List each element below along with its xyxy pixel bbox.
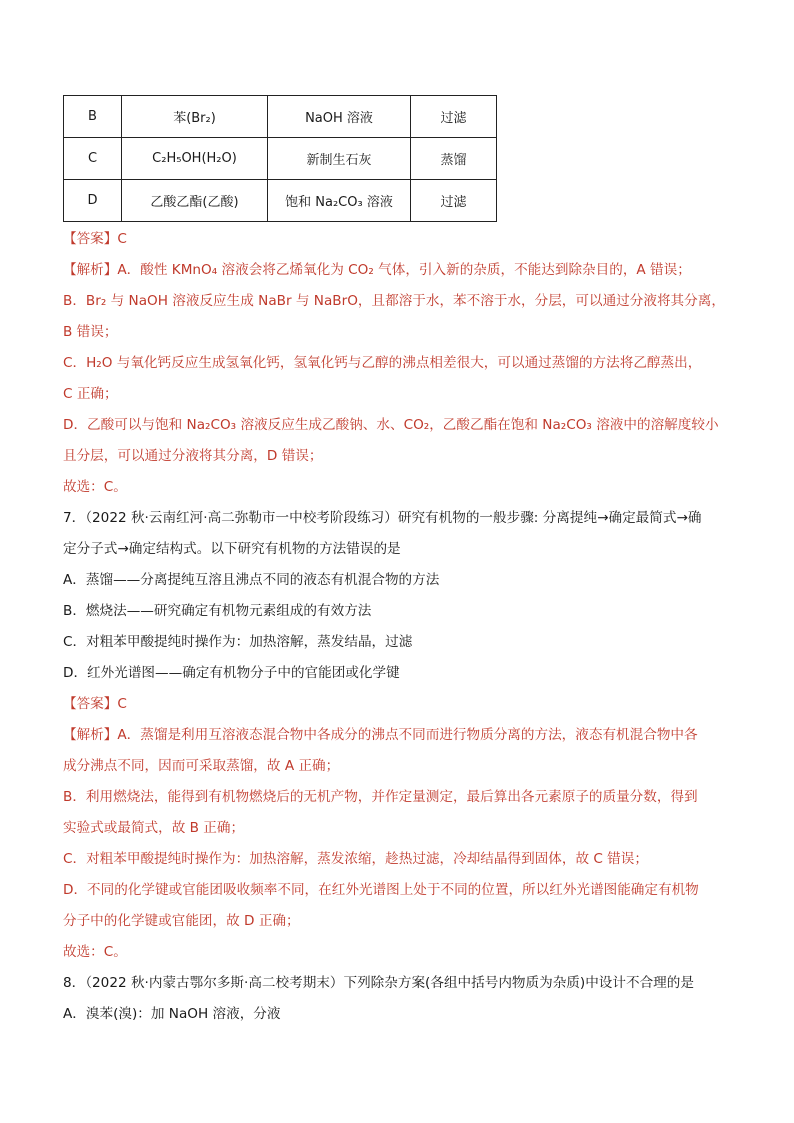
row-substance: 乙酸乙酯(乙酸) — [122, 180, 268, 222]
table-row — [64, 180, 497, 222]
row-substance: C₂H₅OH(H₂O) — [122, 138, 268, 180]
table-row — [64, 138, 497, 180]
row-method: 过滤 — [411, 96, 497, 138]
q6-analysis-line: C 正确； — [63, 386, 118, 402]
q7-option-b: B．燃烧法——研究确定有机物元素组成的有效方法 — [63, 603, 372, 619]
q8-option-a: A．溴苯(溴)：加 NaOH 溶液，分液 — [63, 1006, 281, 1022]
row-reagent: NaOH 溶液 — [268, 96, 411, 138]
row-reagent: 新制生石灰 — [268, 138, 411, 180]
q6-answer: 【答案】C — [63, 231, 127, 247]
q7-option-a: A．蒸馏——分离提纯互溶且沸点不同的液态有机混合物的方法 — [63, 572, 440, 588]
q6-conclusion: 故选：C。 — [63, 479, 127, 495]
q7-analysis-line: 分子中的化学键或官能团，故 D 正确； — [63, 913, 300, 929]
q7-analysis-line: 成分沸点不同，因而可采取蒸馏，故 A 正确； — [63, 758, 340, 774]
q6-analysis-line: 【解析】A．酸性 KMnO₄ 溶液会将乙烯氧化为 CO₂ 气体，引入新的杂质，不能达到除杂目的，A 错误； — [63, 262, 691, 278]
row-method: 蒸馏 — [411, 138, 497, 180]
row-reagent: 饱和 Na₂CO₃ 溶液 — [268, 180, 411, 222]
q7-analysis-line: B．利用燃烧法，能得到有机物燃烧后的无机产物，并作定量测定，最后算出各元素原子的质量分数，得到 — [63, 789, 698, 805]
q6-analysis-line: B．Br₂ 与 NaOH 溶液反应生成 NaBr 与 NaBrO，且都溶于水，苯不溶于水，分层，可以通过分液将其分离， — [63, 293, 725, 309]
q7-option-c: C．对粗苯甲酸提纯时操作为：加热溶解，蒸发结晶，过滤 — [63, 634, 413, 650]
q7-stem-line: 7．（2022 秋·云南红河·高二弥勒市一中校考阶段练习）研究有机物的一般步骤: 分离提纯→确定最简式→确 — [63, 510, 702, 526]
q6-analysis-line: B 错误； — [63, 324, 118, 340]
q7-answer: 【答案】C — [63, 696, 127, 712]
q6-analysis-line: 且分层，可以通过分液将其分离，D 错误； — [63, 448, 323, 464]
q6-analysis-line: C．H₂O 与氧化钙反应生成氢氧化钙，氢氧化钙与乙醇的沸点相差很大，可以通过蒸馏的方法将乙醇蒸出， — [63, 355, 702, 371]
table-row — [64, 96, 497, 138]
row-substance: 苯(Br₂) — [122, 96, 268, 138]
q8-stem: 8．（2022 秋·内蒙古鄂尔多斯·高二校考期末）下列除杂方案(各组中括号内物质为杂质)中设计不合理的是 — [63, 975, 694, 991]
options-table — [63, 95, 497, 222]
row-label: B — [64, 96, 122, 138]
q7-stem-line: 定分子式→确定结构式。以下研究有机物的方法错误的是 — [63, 541, 401, 557]
row-label: C — [64, 138, 122, 180]
q7-analysis-line: C．对粗苯甲酸提纯时操作为：加热溶解，蒸发浓缩，趁热过滤，冷却结晶得到固体，故 C 错误； — [63, 851, 648, 867]
q7-conclusion: 故选：C。 — [63, 944, 127, 960]
q7-option-d: D．红外光谱图——确定有机物分子中的官能团或化学键 — [63, 665, 400, 681]
q7-analysis-line: 实验式或最简式，故 B 正确； — [63, 820, 245, 836]
q7-analysis-line: D．不同的化学键或官能团吸收频率不同，在红外光谱图上处于不同的位置，所以红外光谱图能确定有机物 — [63, 882, 699, 898]
q6-analysis-line: D．乙酸可以与饱和 Na₂CO₃ 溶液反应生成乙酸钠、水、CO₂，乙酸乙酯在饱和 Na₂CO₃ 溶液中的溶解度较小 — [63, 417, 719, 433]
row-label: D — [64, 180, 122, 222]
q7-analysis-line: 【解析】A．蒸馏是利用互溶液态混合物中各成分的沸点不同而进行物质分离的方法，液态有机混合物中各 — [63, 727, 698, 743]
row-method: 过滤 — [411, 180, 497, 222]
